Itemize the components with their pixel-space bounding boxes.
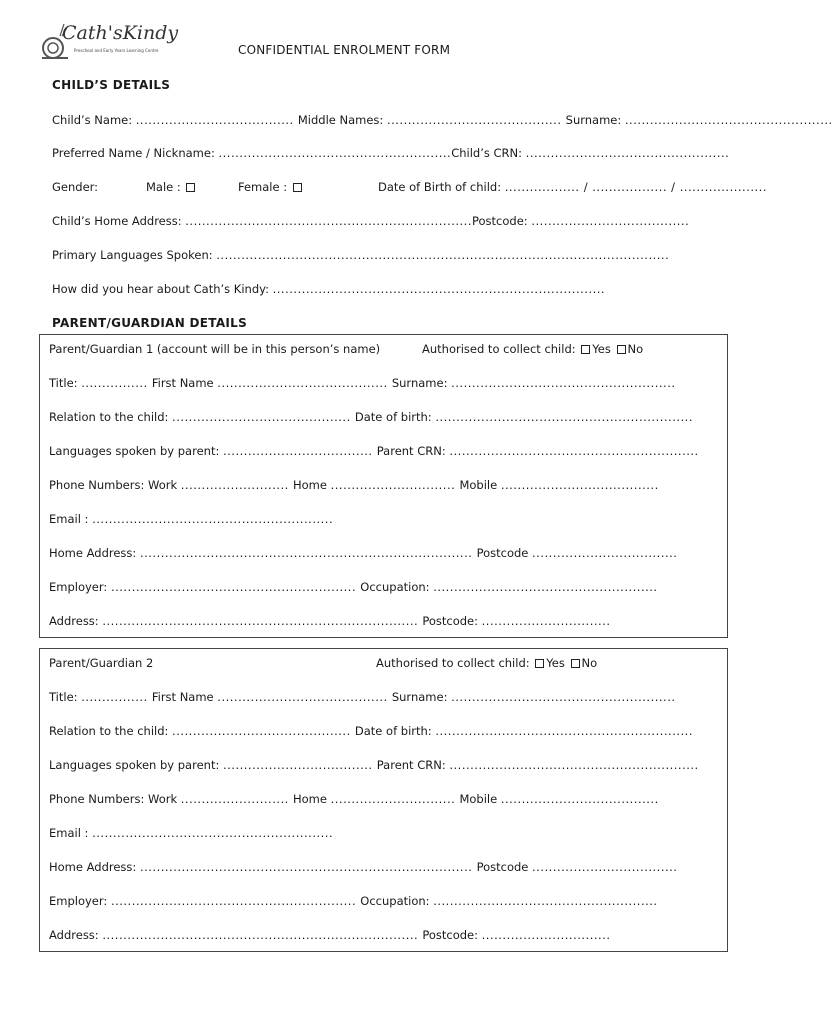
- p2-phone-row: [49, 792, 659, 806]
- p1-home-address-field[interactable]: ................................................................................: [139, 546, 477, 560]
- p1-work-phone-field[interactable]: ..........................: [180, 478, 293, 492]
- p2-relation-label: Relation to the child:: [49, 724, 169, 738]
- child-postcode-field[interactable]: ......................................: [531, 214, 690, 228]
- p2-occupation-label: Occupation:: [360, 894, 430, 908]
- p1-home-address-label: Home Address:: [49, 546, 137, 560]
- p2-languages-label: Languages spoken by parent:: [49, 758, 220, 772]
- p2-work-address-label: Address:: [49, 928, 99, 942]
- p1-email-label: Email :: [49, 512, 89, 526]
- preferred-name-field[interactable]: ........................................................: [218, 146, 452, 160]
- p1-phone-label: Phone Numbers: Work: [49, 478, 178, 492]
- p1-occupation-label: Occupation:: [360, 580, 430, 594]
- p2-yes-checkbox[interactable]: [535, 659, 544, 668]
- p2-occupation-field[interactable]: ......................................................: [433, 894, 658, 908]
- p2-relation-row: [49, 724, 693, 738]
- p2-employer-field[interactable]: ...........................................................: [110, 894, 361, 908]
- logo-text: Cath'sKindy: [62, 22, 179, 44]
- child-address-field[interactable]: .....................................................................: [185, 214, 472, 228]
- p1-crn-label: Parent CRN:: [376, 444, 446, 458]
- p2-home-address-row: [49, 860, 677, 874]
- p2-surname-label: Surname:: [391, 690, 448, 704]
- cathskindy-logo: [40, 18, 179, 68]
- p2-crn-label: Parent CRN:: [376, 758, 446, 772]
- p1-title: Parent/Guardian 1 (account will be in this person’s name): [49, 342, 381, 356]
- p2-mobile-label: Mobile: [459, 792, 498, 806]
- p1-employer-field[interactable]: ...........................................................: [110, 580, 361, 594]
- p1-email-row: [49, 512, 333, 526]
- p2-home-address-field[interactable]: ................................................................................: [139, 860, 477, 874]
- p1-relation-row: [49, 410, 693, 424]
- languages-row: [52, 248, 669, 262]
- p1-employer-row: [49, 580, 658, 594]
- p2-first-name-label: First Name: [151, 690, 214, 704]
- childs-details-heading: CHILD’S DETAILS: [52, 78, 171, 92]
- male-label: Male :: [146, 180, 181, 194]
- p1-home-phone-label: Home: [292, 478, 327, 492]
- p2-home-phone-label: Home: [292, 792, 327, 806]
- p1-email-field[interactable]: ..........................................................: [92, 512, 334, 526]
- p2-title: Parent/Guardian 2: [49, 656, 154, 670]
- p2-title-field[interactable]: ................: [81, 690, 152, 704]
- p1-title-label: Title:: [49, 376, 78, 390]
- p2-crn-field[interactable]: ............................................................: [449, 758, 699, 772]
- p1-work-address-label: Address:: [49, 614, 99, 628]
- surname-label: Surname:: [565, 113, 622, 127]
- p1-no-checkbox[interactable]: [617, 345, 626, 354]
- p1-crn-field[interactable]: ............................................................: [449, 444, 699, 458]
- p1-work-postcode-field[interactable]: ...............................: [481, 614, 611, 628]
- preferred-name-label: Preferred Name / Nickname:: [52, 146, 215, 160]
- child-address-label: Child’s Home Address:: [52, 214, 182, 228]
- p2-email-row: [49, 826, 333, 840]
- p1-mobile-label: Mobile: [459, 478, 498, 492]
- p2-employer-row: [49, 894, 658, 908]
- p2-name-row: [49, 690, 676, 704]
- logo-subtitle: Preschool and Early Years Learning Centre: [74, 48, 159, 53]
- p1-phone-row: [49, 478, 659, 492]
- p1-mobile-field[interactable]: ......................................: [500, 478, 659, 492]
- p1-occupation-field[interactable]: ......................................................: [433, 580, 658, 594]
- p2-no-label: No: [581, 656, 598, 670]
- child-crn-field[interactable]: .................................................: [525, 146, 730, 160]
- p2-dob-field[interactable]: ..............................................................: [435, 724, 693, 738]
- p1-authorised-row: [422, 342, 643, 356]
- p1-relation-label: Relation to the child:: [49, 410, 169, 424]
- p1-name-row: [49, 376, 676, 390]
- p2-work-address-row: [49, 928, 610, 942]
- p2-phone-label: Phone Numbers: Work: [49, 792, 178, 806]
- preferred-name-row: [52, 146, 729, 160]
- hear-about-label: How did you hear about Cath’s Kindy:: [52, 282, 269, 296]
- p2-email-label: Email :: [49, 826, 89, 840]
- p1-relation-field[interactable]: ...........................................: [172, 410, 355, 424]
- p1-title-field[interactable]: ................: [81, 376, 152, 390]
- p2-no-checkbox[interactable]: [571, 659, 580, 668]
- p1-languages-label: Languages spoken by parent:: [49, 444, 220, 458]
- p2-dob-label: Date of birth:: [354, 724, 432, 738]
- hear-about-field[interactable]: ................................................................................: [272, 282, 606, 296]
- p1-dob-label: Date of birth:: [354, 410, 432, 424]
- languages-label: Primary Languages Spoken:: [52, 248, 213, 262]
- p1-employer-label: Employer:: [49, 580, 108, 594]
- p2-title-label: Title:: [49, 690, 78, 704]
- p1-first-name-field[interactable]: .........................................: [217, 376, 392, 390]
- p2-work-postcode-label: Postcode:: [422, 928, 478, 942]
- p2-authorised-label: Authorised to collect child:: [376, 656, 530, 670]
- p2-work-address-field[interactable]: ............................................................................: [102, 928, 423, 942]
- female-checkbox[interactable]: [293, 183, 302, 192]
- hear-about-row: [52, 282, 605, 296]
- female-label: Female :: [238, 180, 288, 194]
- p1-yes-checkbox[interactable]: [581, 345, 590, 354]
- p1-home-phone-field[interactable]: ..............................: [330, 478, 460, 492]
- p1-authorised-label: Authorised to collect child:: [422, 342, 576, 356]
- p1-work-address-row: [49, 614, 610, 628]
- p2-postcode-label: Postcode: [476, 860, 529, 874]
- p2-email-field[interactable]: ..........................................................: [92, 826, 334, 840]
- p2-postcode-field[interactable]: ...................................: [532, 860, 678, 874]
- p1-languages-row: [49, 444, 699, 458]
- female-option[interactable]: [238, 180, 304, 194]
- parent-guardian-heading: PARENT/GUARDIAN DETAILS: [52, 316, 248, 330]
- p2-employer-label: Employer:: [49, 894, 108, 908]
- p1-first-name-label: First Name: [151, 376, 214, 390]
- p1-yes-label: Yes: [592, 342, 611, 356]
- p2-home-phone-field[interactable]: ..............................: [330, 792, 460, 806]
- p1-surname-label: Surname:: [391, 376, 448, 390]
- p2-authorised-row: [376, 656, 597, 670]
- dob-label: Date of Birth of child:: [378, 180, 502, 194]
- p2-work-postcode-field[interactable]: ...............................: [481, 928, 611, 942]
- p2-first-name-field[interactable]: .........................................: [217, 690, 392, 704]
- p1-home-address-row: [49, 546, 677, 560]
- p2-languages-row: [49, 758, 699, 772]
- p2-surname-field[interactable]: ......................................................: [451, 690, 676, 704]
- p1-dob-field[interactable]: ..............................................................: [435, 410, 693, 424]
- p2-relation-field[interactable]: ...........................................: [172, 724, 355, 738]
- p1-postcode-field[interactable]: ...................................: [532, 546, 678, 560]
- p1-languages-field[interactable]: ....................................: [222, 444, 377, 458]
- child-crn-label: Child’s CRN:: [451, 146, 523, 160]
- p2-languages-field[interactable]: ....................................: [222, 758, 377, 772]
- middle-names-field[interactable]: ..........................................: [386, 113, 566, 127]
- form-title: CONFIDENTIAL ENROLMENT FORM: [238, 43, 451, 57]
- p1-no-label: No: [627, 342, 644, 356]
- dob-field[interactable]: .................. / .................. / .....................: [504, 180, 767, 194]
- p1-work-postcode-label: Postcode:: [422, 614, 478, 628]
- p1-work-address-field[interactable]: ............................................................................: [102, 614, 423, 628]
- p1-surname-field[interactable]: ......................................................: [451, 376, 676, 390]
- child-address-row: [52, 214, 689, 228]
- middle-names-label: Middle Names:: [297, 113, 384, 127]
- p2-yes-label: Yes: [546, 656, 565, 670]
- child-name-field[interactable]: ......................................: [135, 113, 298, 127]
- child-name-row: [52, 113, 833, 127]
- male-checkbox[interactable]: [186, 183, 195, 192]
- male-option[interactable]: [146, 180, 197, 194]
- gender-row: [52, 180, 98, 194]
- languages-field[interactable]: .............................................................................................................: [216, 248, 670, 262]
- p2-home-address-label: Home Address:: [49, 860, 137, 874]
- surname-field[interactable]: ..................................................: [624, 113, 833, 127]
- dob-row: [378, 180, 767, 194]
- gender-label: Gender:: [52, 180, 99, 194]
- p1-postcode-label: Postcode: [476, 546, 529, 560]
- p2-work-phone-field[interactable]: ..........................: [180, 792, 293, 806]
- p2-mobile-field[interactable]: ......................................: [500, 792, 659, 806]
- child-postcode-label: Postcode:: [472, 214, 528, 228]
- child-name-label: Child’s Name:: [52, 113, 133, 127]
